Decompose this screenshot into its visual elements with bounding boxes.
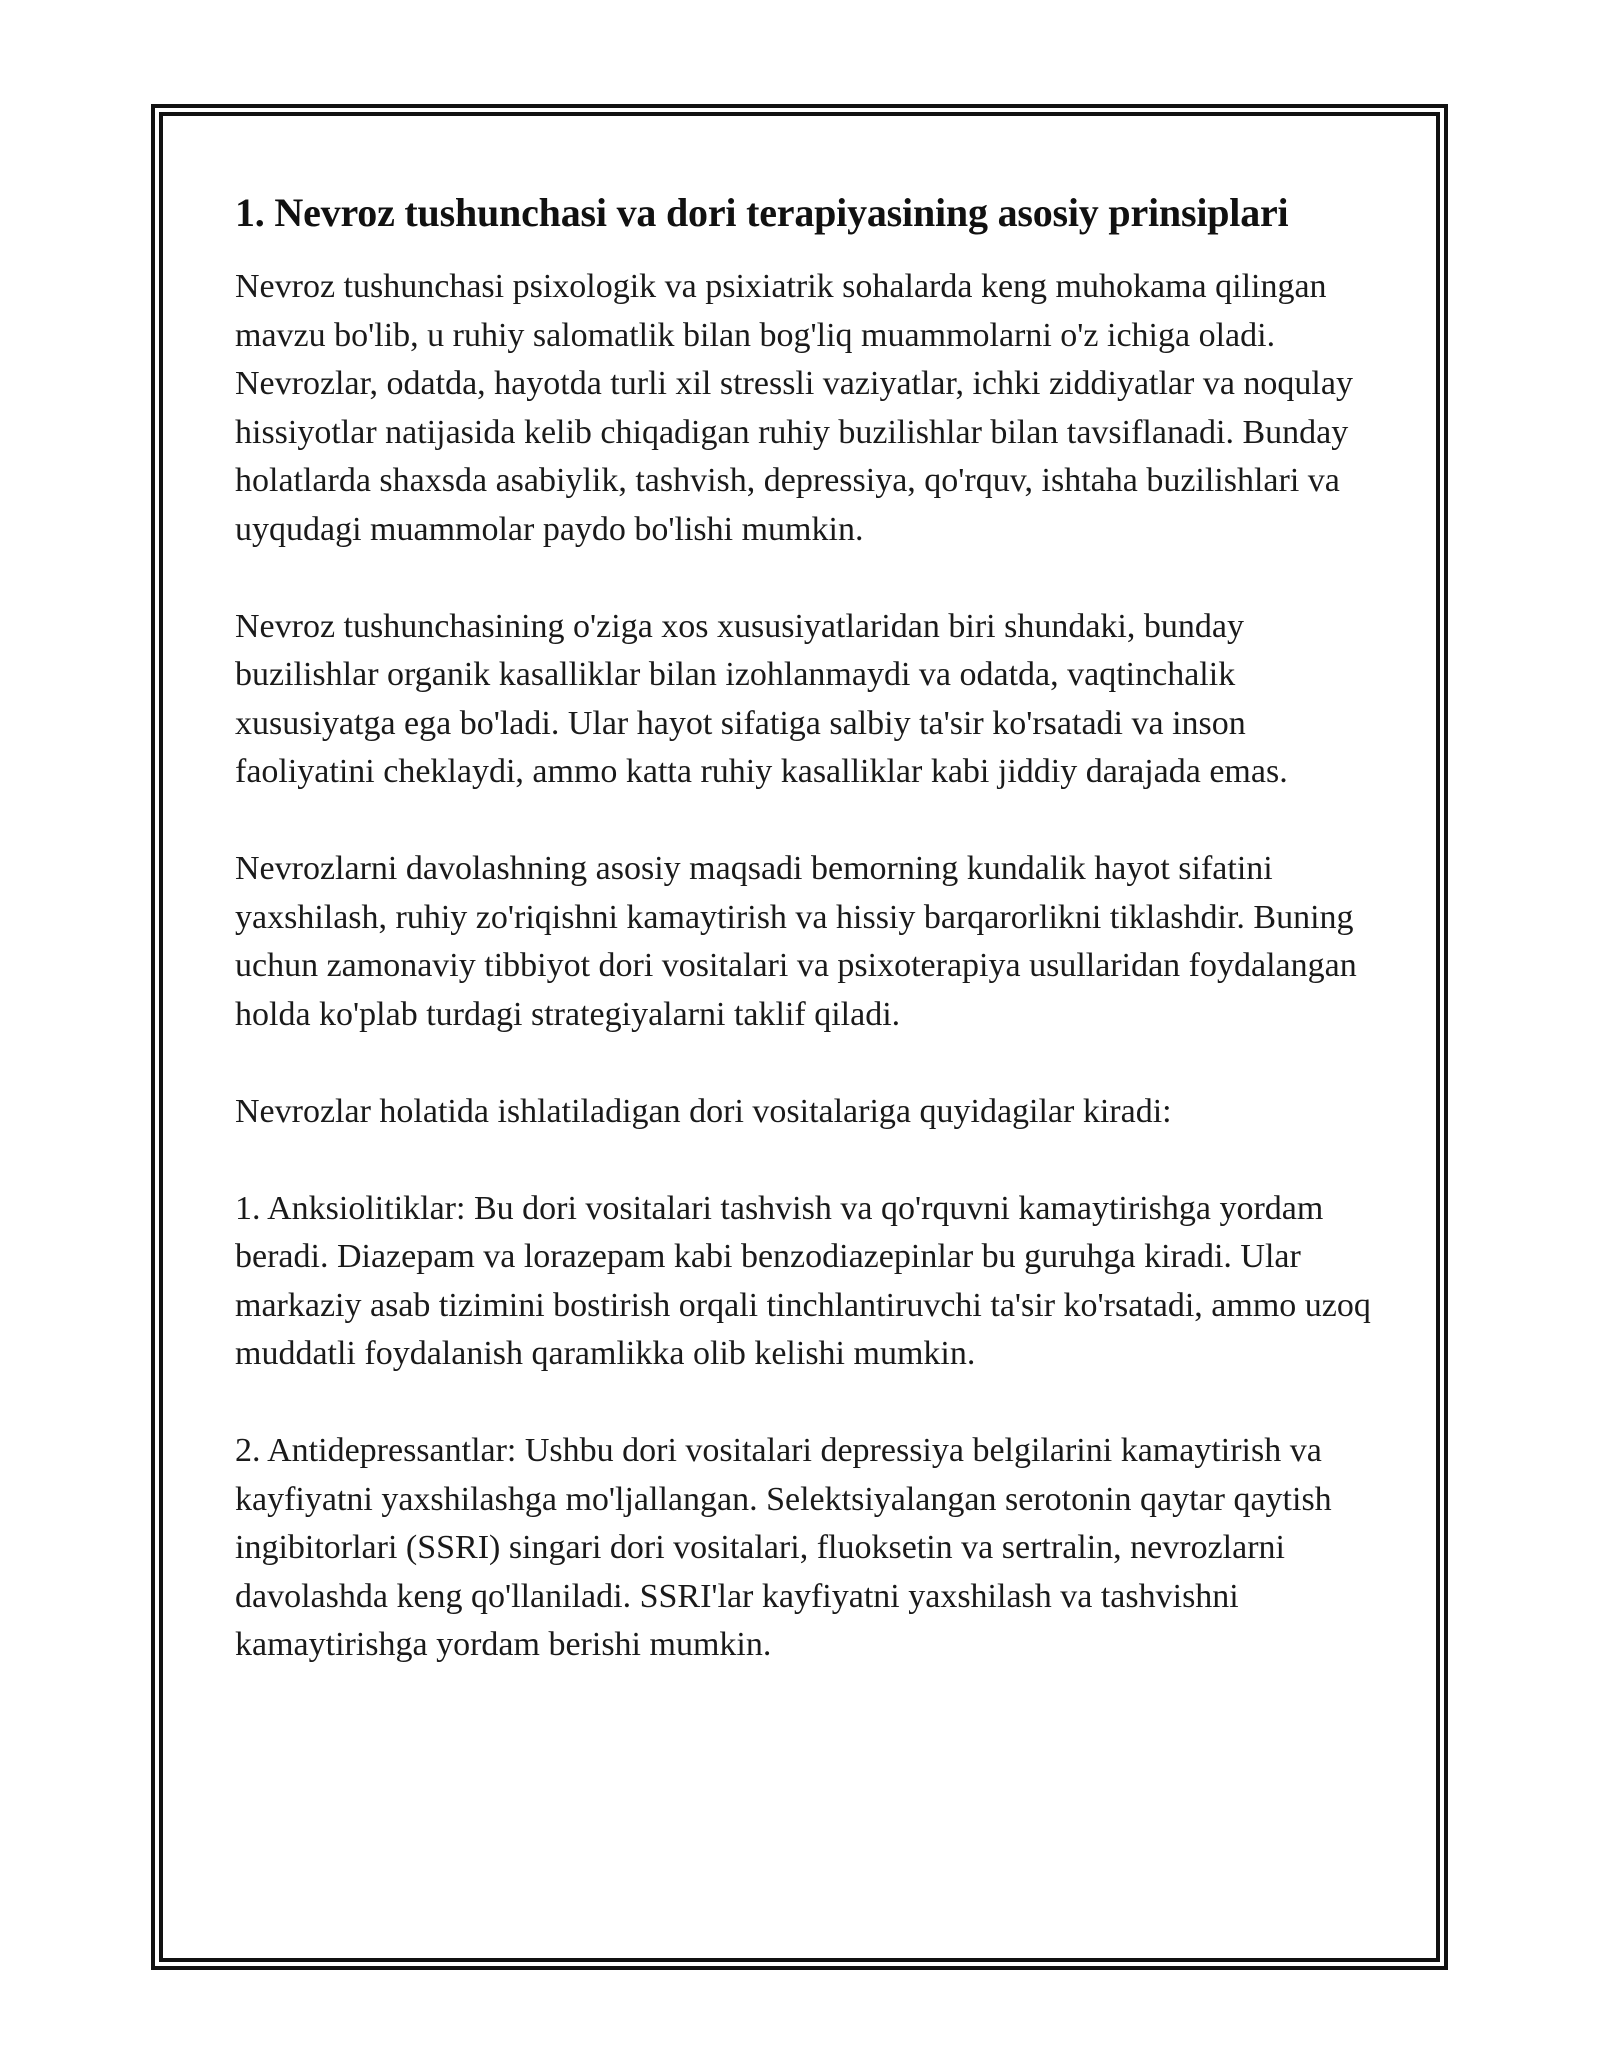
paragraph-intro: Nevroz tushunchasi psixologik va psixiatrik sohalarda keng muhokama qilingan mavzu bo'lib, u ruhiy salomatlik bilan bog'liq muammolarni o'z ichiga oladi. Nevrozlar, odatda, hayotda turli xil stressli vaziyatlar, ichki ziddiyatlar va noqulay hissiyotlar natijasida kelib chiqadigan ruhiy buzilishlar bilan tavsiflanadi. Bunday holatlarda shaxsda asabiylik, tashvish, depressiya, qo'rquv, ishtaha buzilishlari va uyqudagi muammolar paydo bo'lishi mumkin. bbox=[235, 268, 1353, 548]
list-item-anxiolytics: 1. Anksiolitiklar: Bu dori vositalari tashvish va qo'rquvni kamaytirishga yordam beradi. Diazepam va lorazepam kabi benzodiazepinlar bu guruhga kiradi. Ular markaziy asab tizimini bostirish orqali tinchlantiruvchi ta'sir ko'rsatadi, ammo uzoq muddatli foydalanish qaramlikka olib kelishi mumkin. bbox=[235, 1189, 1371, 1372]
paragraph-drug-list-intro: Nevrozlar holatida ishlatiladigan dori vositalariga quyidagilar kiradi: bbox=[235, 1092, 1172, 1130]
section-heading: 1. Nevroz tushunchasi va dori terapiyasining asosiy prinsiplari bbox=[235, 190, 1289, 235]
paragraph-characteristics: Nevroz tushunchasining o'ziga xos xususiyatlaridan biri shundaki, bunday buzilishlar organik kasalliklar bilan izohlanmaydi va odatda, vaqtinchalik xususiyatga ega bo'ladi. Ular hayot sifatiga salbiy ta'sir ko'rsatadi va inson faoliyatini cheklaydi, ammo katta ruhiy kasalliklar kabi jiddiy darajada emas. bbox=[235, 607, 1288, 790]
list-item-antidepressants: 2. Antidepressantlar: Ushbu dori vositalari depressiya belgilarini kamaytirish va kayfiyatni yaxshilashga mo'ljallangan. Selektsiyalangan serotonin qaytar qaytish ingibitorlari (SSRI) singari dori vositalari, fluoksetin va sertralin, nevrozlarni davolashda keng qo'llaniladi. SSRI'lar kayfiyatni yaxshilash va tashvishni kamaytirishga yordam berishi mumkin. bbox=[235, 1432, 1332, 1663]
paragraph-treatment-goal: Nevrozlarni davolashning asosiy maqsadi bemorning kundalik hayot sifatini yaxshilash, ruhiy zo'riqishni kamaytirish va hissiy barqarorlikni tiklashdir. Buning uchun zamonaviy tibbiyot dori vositalari va psixoterapiya usullaridan foydalangan holda ko'plab turdagi strategiyalarni taklif qiladi. bbox=[235, 850, 1357, 1033]
document-body bbox=[235, 185, 1385, 1718]
